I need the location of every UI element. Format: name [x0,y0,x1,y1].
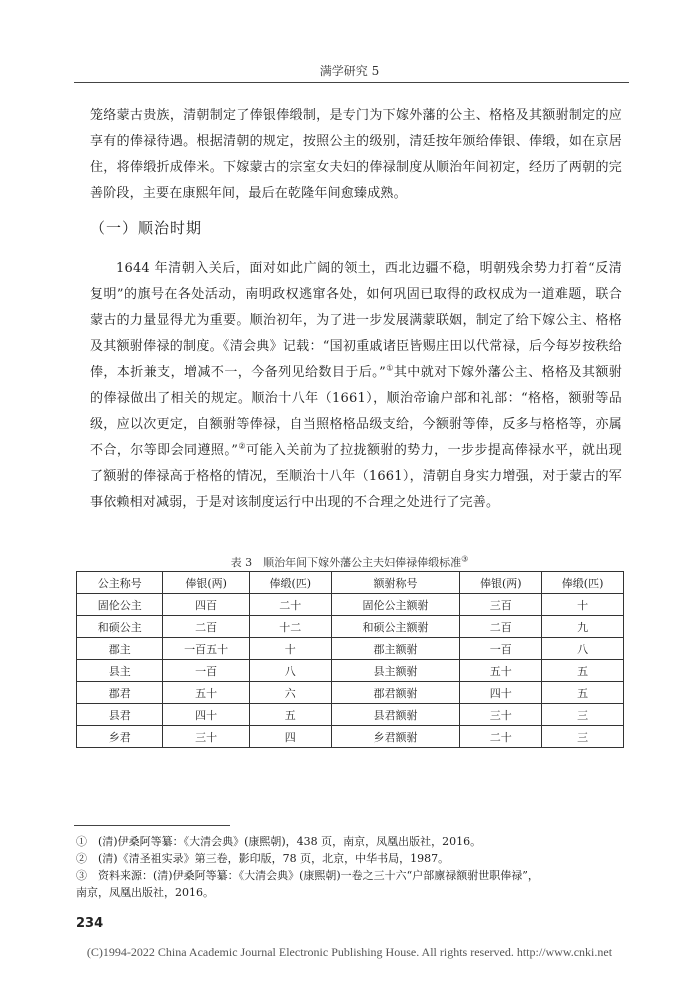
header-rule [74,82,629,83]
header-consort-silver: 俸银(两) [460,572,542,594]
table-row [77,638,624,660]
paragraph-1 [90,103,622,207]
footnote-3-continued: 南京，凤凰出版社，2016。 [76,886,214,899]
header-princess-silver: 俸银(两) [163,572,249,594]
table-cell: 五十 [460,660,542,682]
table-cell: 四 [249,726,331,748]
table-cell: 和硕公主 [77,616,163,638]
footnote-3: ③ 资料来源：(清)伊桑阿等纂：《大清会典》(康熙朝)一卷之三十六“户部廪禄额驸世职俸禄”， [76,869,539,882]
footnote-ref-2: ② [238,441,247,451]
table-cell: 郡君 [77,682,163,704]
table-cell: 三十 [460,704,542,726]
table-cell: 郡君额驸 [331,682,460,704]
table-cell: 郡主 [77,638,163,660]
table-cell: 郡主额驸 [331,638,460,660]
paragraph-2-text-a: 1644 年清朝入关后，面对如此广阔的领土，西北边疆不稳，明朝残余势力打着“反清复明”的旗号在各处活动，南明政权逃窜各处，如何巩固已取得的政权成为一道难题，联合蒙古的力量显得尤为重要。顺治初年，为了进一步发展满蒙联姻，制定了给下嫁公主、格格及其额驸俸禄的制度。《清会典》记载：“国初重戚诸臣皆赐庄田以代常禄，后今每岁按秩给俸，本折兼支，增减不一，今备列见给数目于后。” [90,261,622,380]
table-cell: 三十 [163,726,249,748]
copyright-line: (C)1994-2022 China Academic Journal Electronic Publishing House. All rights reserved. http://www.cnki.net [86,945,613,959]
table-cell: 四十 [163,704,249,726]
table-row [77,616,624,638]
table-cell: 六 [249,682,331,704]
table-cell: 四十 [460,682,542,704]
paragraph-1-text: 笼络蒙古贵族，清朝制定了俸银俸缎制，是专门为下嫁外藩的公主、格格及其额驸制定的应享有的俸禄待遇。根据清朝的规定，按照公主的级别，清廷按年颁给俸银、俸缎，如在京居住，将俸缎折成俸米。下嫁蒙古的宗室女夫妇的俸禄制度从顺治年间初定，经历了两朝的完善阶段，主要在康熙年间，最后在乾隆年间愈臻成熟。 [90,108,622,201]
table-cell: 一百 [163,660,249,682]
table-cell: 二百 [460,616,542,638]
table-cell: 十 [542,594,624,616]
table-cell: 二十 [249,594,331,616]
footnotes [76,833,636,901]
running-header: 满学研究 5 [319,64,380,78]
table-cell: 八 [249,660,331,682]
table-cell: 三 [542,704,624,726]
page-number: 234 [76,916,104,931]
table-row [77,704,624,726]
table-cell: 十 [249,638,331,660]
paragraph-2-text-c: 可能入关前为了拉拢额驸的势力，一步步提高俸禄水平，就出现了额驸的俸禄高于格格的情况，至顺治十八年（1661），清朝自身实力增强，对于蒙古的军事依赖相对减弱，于是对该制度运行中出现的不合理之处进行了完善。 [90,443,623,510]
table-cell: 县主额驸 [331,660,460,682]
table-cell: 五 [249,704,331,726]
table-caption-text: 表 3 顺治年间下嫁外藩公主夫妇俸禄俸缎标准 [230,556,462,569]
footnote-2: ② (清)《清圣祖实录》第三卷，影印版，78 页，北京，中华书局，1987。 [76,852,450,865]
table-cell: 三百 [460,594,542,616]
table-cell: 三 [542,726,624,748]
header-consort-satin: 俸缎(匹) [542,572,624,594]
table-header-row [77,572,624,594]
table-row [77,682,624,704]
table-cell: 县主 [77,660,163,682]
table-caption [0,554,699,570]
table-cell: 十二 [249,616,331,638]
paragraph-2 [90,256,622,516]
header-consort-title: 额驸称号 [331,572,460,594]
table-cell: 一百五十 [163,638,249,660]
table-cell: 八 [542,638,624,660]
table-cell: 一百 [460,638,542,660]
table-cell: 九 [542,616,624,638]
table-cell: 固伦公主 [77,594,163,616]
table-cell: 固伦公主额驸 [331,594,460,616]
table-row [77,660,624,682]
table-cell: 乡君 [77,726,163,748]
section-heading: （一）顺治时期 [90,219,203,237]
table-cell: 县君 [77,704,163,726]
table-cell: 乡君额驸 [331,726,460,748]
footnote-1: ① (清)伊桑阿等纂：《大清会典》(康熙朝)，438 页，南京，凤凰出版社，2016。 [76,835,482,848]
table-cell: 五 [542,660,624,682]
table-row [77,594,624,616]
footnote-ref-1: ① [385,363,394,373]
header-princess-title: 公主称号 [77,572,163,594]
table-cell: 二十 [460,726,542,748]
header-princess-satin: 俸缎(匹) [249,572,331,594]
table-cell: 二百 [163,616,249,638]
table-row [77,726,624,748]
table-cell: 四百 [163,594,249,616]
table-cell: 县君额驸 [331,704,460,726]
table-cell: 五十 [163,682,249,704]
footnote-rule [74,825,230,826]
paragraph-2-text-b: 其中就对下嫁外藩公主、格格及其额驸的俸禄做出了相关的规定。顺治十八年（1661），顺治帝谕户部和礼部：“格格，额驸等品级，应以次更定，自额驸等俸禄，自当照格格品级支给，今额驸等俸，反多与格格等，亦属不合，尔等即会同遵照。” [90,365,623,458]
table-cell: 和硕公主额驸 [331,616,460,638]
footnote-ref-3: ③ [461,554,469,564]
salary-table [76,571,624,748]
table-cell: 五 [542,682,624,704]
